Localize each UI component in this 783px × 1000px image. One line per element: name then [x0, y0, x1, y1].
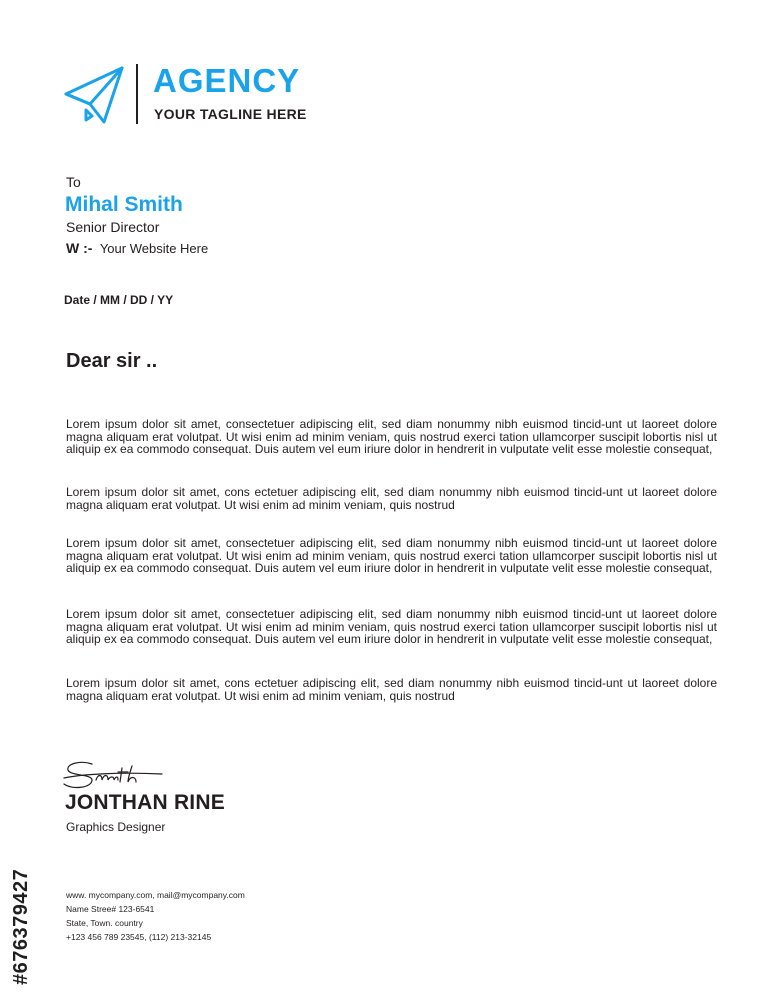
body-paragraph: Lorem ipsum dolor sit amet, cons ectetuer adipiscing elit, sed diam nonummy nibh euismod tincid-unt ut laoreet dolore magna aliquam erat volutpat. Ut wisi enim ad minim veniam, quis nostrud: [66, 676, 717, 703]
handwritten-signature: [62, 758, 172, 792]
footer-location: State, Town. country: [66, 918, 143, 928]
signer-name: JONTHAN RINE: [65, 791, 225, 814]
date-line: Date / MM / DD / YY: [64, 293, 174, 307]
paper-plane-icon: [62, 64, 126, 124]
recipient-name: Mihal Smith: [65, 193, 183, 216]
logo-divider: [136, 64, 138, 124]
brand-name: AGENCY: [153, 62, 301, 99]
website-value: Your Website Here: [99, 241, 209, 256]
body-paragraph: Lorem ipsum dolor sit amet, cons ectetuer adipiscing elit, sed diam nonummy nibh euismod tincid-unt ut laoreet dolore magna aliquam erat volutpat. Ut wisi enim ad minim veniam, quis nostrud: [66, 485, 717, 512]
body-paragraph: Lorem ipsum dolor sit amet, consectetuer adipiscing elit, sed diam nonummy nibh euismod tincid-unt ut laoreet dolore magna aliquam erat volutpat. Ut wisi enim ad minim veniam, quis nostrud exerci tation ullamcorper suscipit lobortis nisl ut aliquip ex ea commodo consequat. Duis autem vel eum iriure dolor in hendrerit in vulputate velit esse molestie consequat,: [66, 607, 717, 646]
footer-street: Name Stree# 123-6541: [66, 904, 155, 914]
footer-phones: +123 456 789 23545, (112) 213-32145: [66, 932, 212, 942]
brand-tagline: YOUR TAGLINE HERE: [154, 106, 307, 122]
recipient-website: [66, 240, 208, 257]
body-paragraph: Lorem ipsum dolor sit amet, consectetuer adipiscing elit, sed diam nonummy nibh euismod tincid-unt ut laoreet dolore magna aliquam erat volutpat. Ut wisi enim ad minim veniam, quis nostrud exerci tation ullamcorper suscipit lobortis nisl ut aliquip ex ea commodo consequat. Duis autem vel eum iriure dolor in hendrerit in vulputate velit esse molestie consequat,: [66, 417, 717, 456]
recipient-title: Senior Director: [66, 219, 160, 235]
website-label: W :-: [66, 240, 93, 256]
to-label: To: [66, 174, 81, 190]
stock-image-id: #676379427: [10, 868, 32, 985]
signer-title: Graphics Designer: [66, 820, 166, 834]
footer-web-mail: www. mycompany.com, mail@mycompany.com: [66, 890, 245, 900]
body-paragraph: Lorem ipsum dolor sit amet, consectetuer adipiscing elit, sed diam nonummy nibh euismod tincid-unt ut laoreet dolore magna aliquam erat volutpat. Ut wisi enim ad minim veniam, quis nostrud exerci tation ullamcorper suscipit lobortis nisl ut aliquip ex ea commodo consequat. Duis autem vel eum iriure dolor in hendrerit in vulputate velit esse molestie consequat,: [66, 536, 717, 575]
salutation: Dear sir ..: [66, 350, 158, 372]
